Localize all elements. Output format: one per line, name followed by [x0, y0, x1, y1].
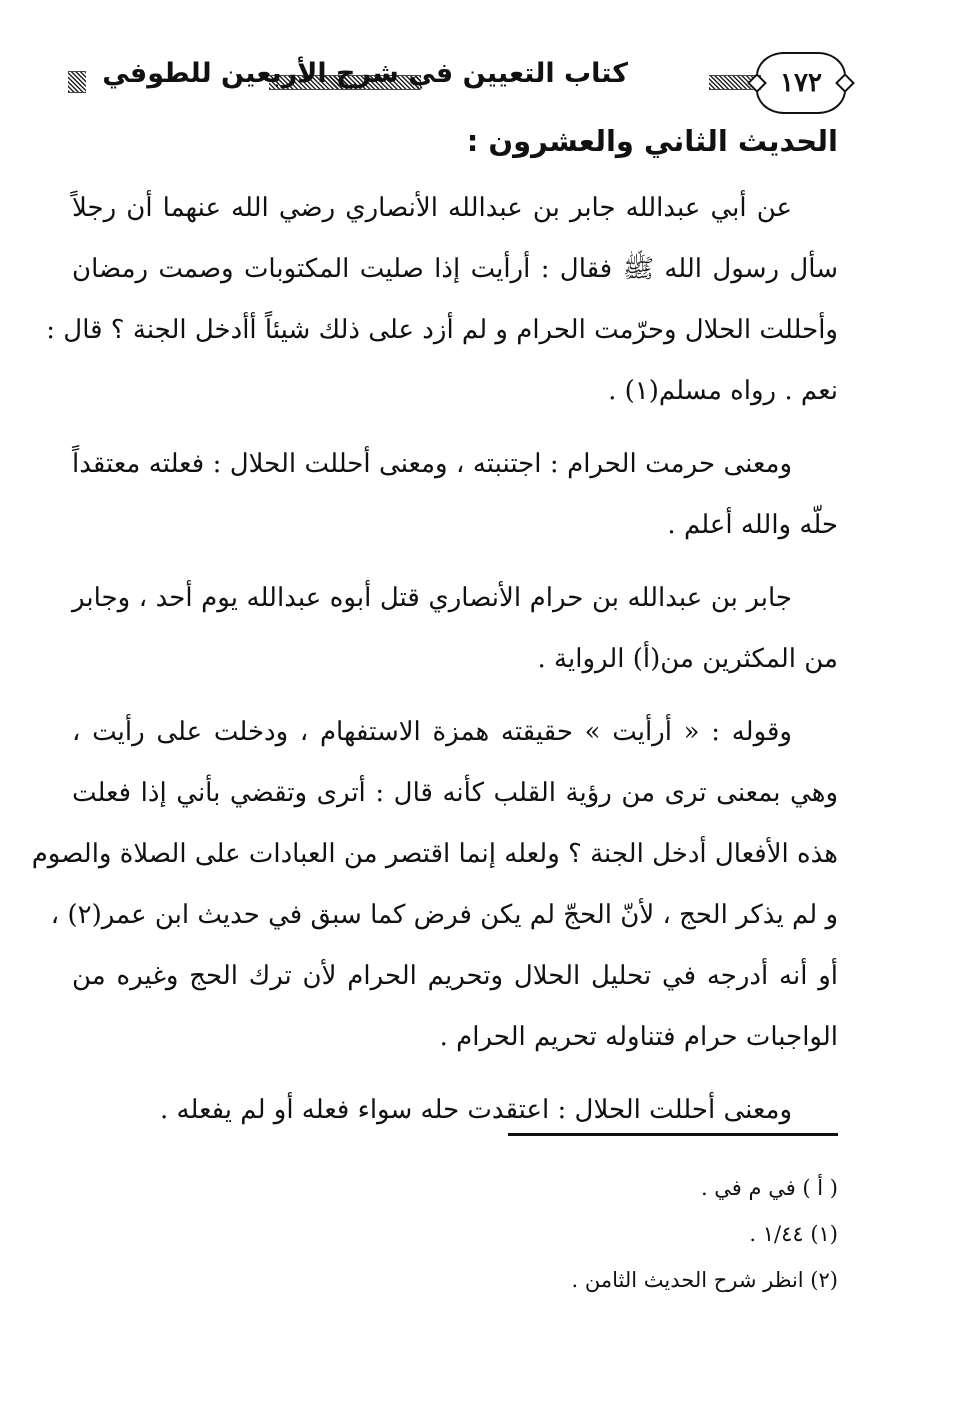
footnote-separator [508, 1133, 838, 1136]
footnote: (٢) انظر شرح الحديث الثامن . [571, 1268, 838, 1292]
text-line: حلّه والله أعلم . [667, 510, 838, 540]
paragraph [46, 178, 838, 422]
text-line: ومعنى حرمت الحرام : اجتنبته ، ومعنى أحللت الحلال : فعلته معتقداً [72, 449, 792, 479]
paragraph [72, 568, 838, 690]
text-line: هذه الأفعال أدخل الجنة ؟ ولعله إنما اقتصر من العبادات على الصلاة والصوم [31, 839, 838, 869]
header-ornament-band [68, 71, 86, 93]
text-line: الواجبات حرام فتناوله تحريم الحرام . [439, 1022, 838, 1052]
text-line: جابر بن عبدالله بن حرام الأنصاري قتل أبوه عبدالله يوم أحد ، وجابر [72, 583, 792, 613]
page-number: ١٧٢ [756, 52, 846, 114]
text-line: سأل رسول الله ﷺ فقال : أرأيت إذا صليت المكتوبات وصمت رمضان [72, 254, 838, 284]
hadith-heading: الحديث الثاني والعشرون : [466, 124, 838, 158]
paragraph [72, 434, 838, 556]
paragraph [72, 1080, 838, 1141]
footnote: ( أ ) في م في . [700, 1176, 838, 1200]
text-line: وأحللت الحلال وحرّمت الحرام و لم أزد على ذلك شيئاً أأدخل الجنة ؟ قال : [46, 315, 838, 345]
text-line: وهي بمعنى ترى من رؤية القلب كأنه قال : أترى وتقضي بأني إذا فعلت [72, 778, 838, 808]
text-line: أو أنه أدرجه في تحليل الحلال وتحريم الحرام لأن ترك الحج وغيره من [72, 961, 838, 991]
running-header [64, 46, 846, 118]
text-line: ومعنى أحللت الحلال : اعتقدت حله سواء فعله أو لم يفعله . [160, 1095, 792, 1125]
main-text [31, 178, 838, 1153]
footnotes [138, 1165, 838, 1303]
paragraph [31, 702, 838, 1068]
text-line: من المكثرين من(أ) الرواية . [537, 644, 838, 674]
text-line: عن أبي عبدالله جابر بن عبدالله الأنصاري رضي الله عنهما أن رجلاً [72, 193, 792, 223]
text-line: نعم . رواه مسلم(١) . [608, 376, 838, 406]
text-line: وقوله : « أرأيت » حقيقته همزة الاستفهام ، ودخلت على رأيت ، [72, 717, 792, 747]
book-title: كتاب التعيين في شرح الأربعين للطوفي [102, 58, 628, 89]
text-line: و لم يذكر الحج ، لأنّ الحجّ لم يكن فرض كما سبق في حديث ابن عمر(٢) ، [50, 900, 838, 930]
footnote: (١) ١/٤٤ . [749, 1222, 838, 1246]
